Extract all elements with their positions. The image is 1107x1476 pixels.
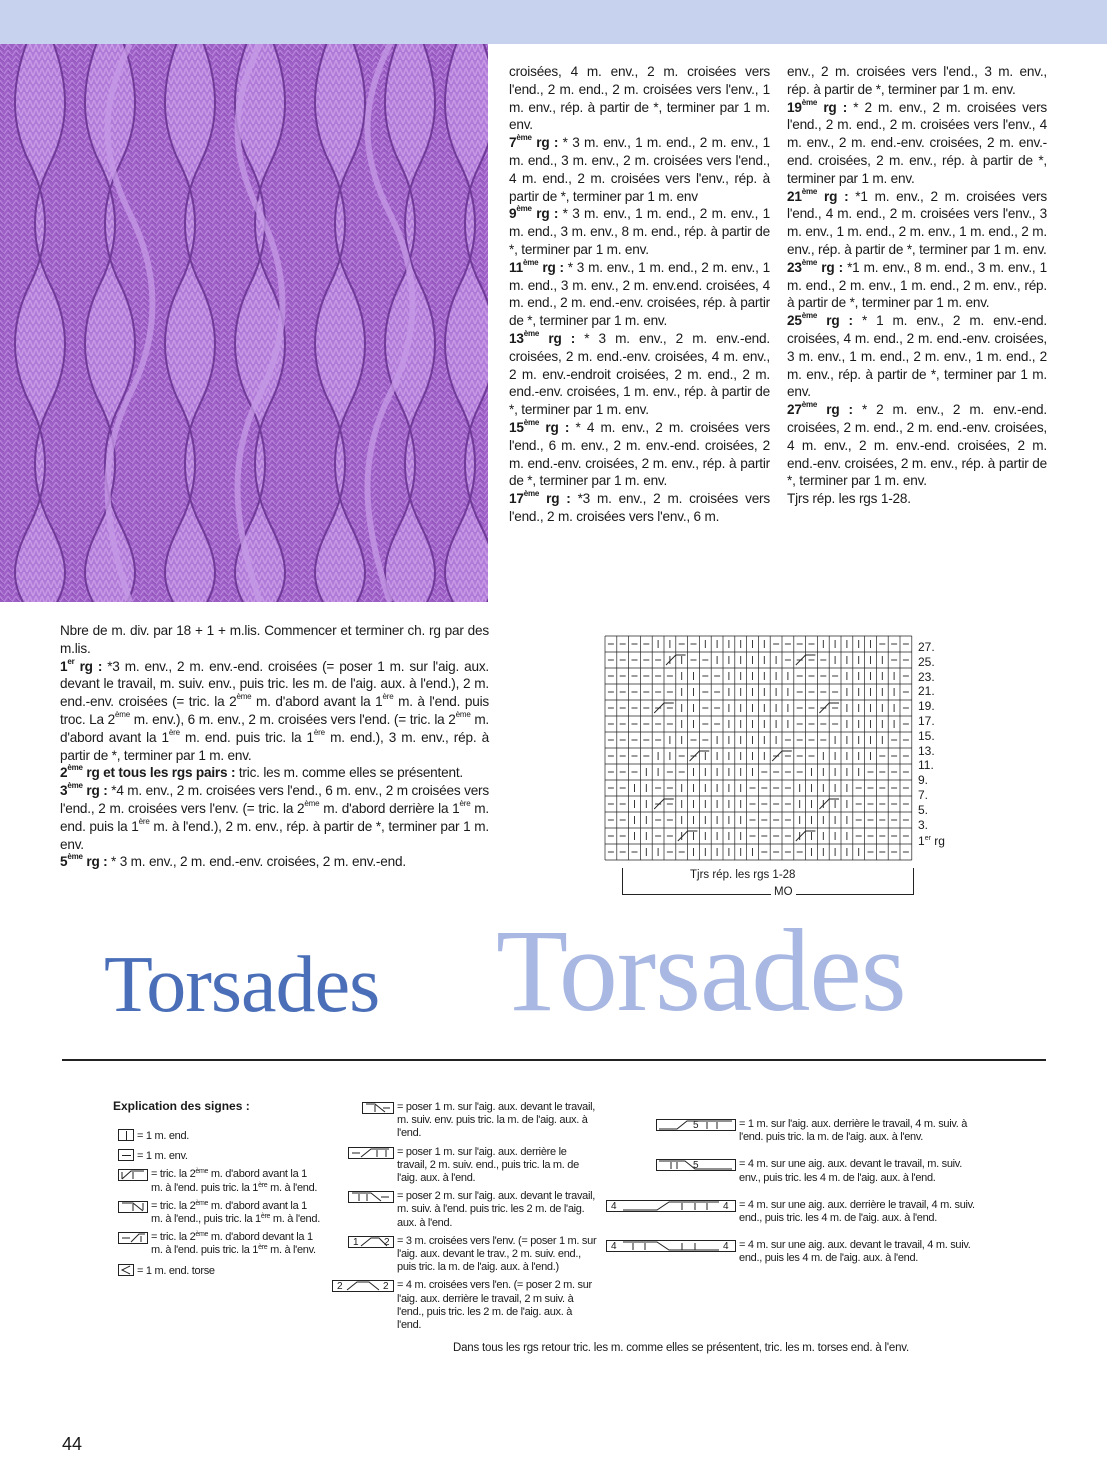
legend-middle	[332, 1101, 598, 1337]
row-13-instructions: 13ème rg : * 3 m. env., 2 m. env.-end. croisées, 2 m. end.-env. croisées, 4 m. env., 2 m. env.-endroit croisées, 2 m. end., 2 m. end.-env. croisées, 1 m. env., rép. à partir de *, terminer par 1 m. env.	[509, 328, 770, 418]
chart-repeat-label: Tjrs rép. les rgs 1-28	[687, 869, 798, 881]
chart-row-label-first: 1er rg	[918, 834, 945, 849]
chart-row-label: 7.	[918, 787, 929, 802]
legend-item-r4: 4 4 = 4 m. sur une aig. aux. devant le travail, 4 m. suiv. end., puis les 4 m. de l'aig. aux. à l'end.	[604, 1239, 984, 1265]
cable-1-over-4-back-icon: 5	[656, 1119, 736, 1131]
legend-item-m5: 2 2 = 4 m. croisées vers l'en. (= poser 2 m. sur l'aig. aux. derrière le travail, 2 m suiv. à l'end., puis tric. les 2 m. de l'aig. aux. à l'end.	[332, 1279, 598, 1332]
legend-item-m2: = poser 1 m. sur l'aig. aux. derrière le travail, 2 m. suiv. end., puis tric. la m. de l'aig. aux. à l'end.	[332, 1146, 598, 1186]
page-number: 44	[62, 1434, 83, 1454]
legend-item-cross-3: = tric. la 2ème m. d'abord devant la 1 m. à l'end. puis tric. la 1ère m. à l'env.	[114, 1231, 339, 1257]
legend-item-r2: 5 = 4 m. sur une aig. aux. devant le travail, m. suiv. env., puis tric. les 4 m. de l'aig. aux. à l'end.	[654, 1158, 984, 1184]
row-21-instructions: 21ème rg : *1 m. env., 2 m. croisées vers l'end., 4 m. end., 2 m. croisées vers l'env., 3 m. env., 1 m. end., 2 m. env., 1 m. end., 2 m. env., rép. à partir de *, terminer par 1 m. env.	[787, 186, 1047, 257]
cable-4-over-4-back-icon: 4 4	[606, 1200, 736, 1212]
chart-row-label: 13.	[918, 743, 935, 758]
row-7-instructions: 7ème rg : * 3 m. env., 1 m. end., 2 m. env., 1 m. end., 3 m. env., 2 m. croisées vers l'end., 4 m. end., 2 m. croisées vers l'env., rép. à partir de *, terminer par 1 m. env	[509, 133, 770, 204]
row-27-instructions: 27ème rg : * 2 m. env., 2 m. env.-end. croisées, 2 m. end., 2 m. end.-env. croisées, 4 m. env., 2 m. env.-end. croisées, 2 m. end.-env. croisées, 2 m. env., rép. à partir de *, terminer par 1 m. env.	[787, 400, 1047, 489]
cable-3-left-icon: 1 2	[348, 1236, 394, 1248]
instructions-column-2	[509, 63, 770, 526]
cable-front-1-icon	[362, 1102, 394, 1114]
chart-row-label: 5.	[918, 802, 929, 817]
legend-item-twisted: = 1 m. end. torse	[114, 1263, 339, 1278]
cable-4-front-purl-icon: 5	[656, 1159, 736, 1171]
divider-rule	[62, 1059, 1046, 1061]
legend-title: Explication des signes :	[113, 1099, 250, 1113]
chart-row-label: 27.	[918, 640, 935, 654]
chart-grid	[604, 635, 915, 863]
legend-right	[611, 1118, 984, 1271]
chart-row-label: 25.	[918, 654, 935, 669]
page-title-large: Torsades	[496, 905, 906, 1036]
chart-row-label: 3.	[918, 817, 929, 832]
legend-note: Dans tous les rgs retour tric. les m. comme elles se présentent, tric. les m. torses end. à l'env.	[453, 1342, 909, 1354]
legend-item-m4: 1 2 = 3 m. croisées vers l'env. (= poser 1 m. sur l'aig. aux. devant le trav., 2 m. suiv. end., puis tric. la m. de l'aig. aux. à l'end.)	[332, 1235, 598, 1275]
cross-purl-symbol-icon	[118, 1232, 148, 1244]
chart-row-label: 11.	[918, 758, 934, 773]
legend-item-cross-1: = tric. la 2ème m. d'abord avant la 1 m. à l'end. puis tric. la 1ère m. à l'end.	[114, 1168, 339, 1194]
legend-item-cross-2: = tric. la 2ème m. d'abord avant la 1 m. à l'end., puis tric. la 1ère m. à l'end.	[114, 1200, 339, 1226]
legend-item-r1: 5 = 1 m. sur l'aig. aux. derrière le travail, 4 m. suiv. à l'end. puis tric. la m. de l'aig. aux. à l'env.	[654, 1118, 984, 1144]
legend-item-purl: = 1 m. env.	[114, 1148, 339, 1163]
instructions-column-3	[787, 63, 1047, 508]
purl-symbol-icon	[118, 1149, 134, 1161]
chart-row-label: 19.	[918, 699, 935, 714]
row-11-instructions: 11ème rg : * 3 m. env., 1 m. end., 2 m. env., 1 m. end., 3 m. env., 2 m. env.end. croisées, 4 m. end., 2 m. end.-env. croisées, rép. à partir de *, terminer par 1 m. env.	[509, 257, 770, 329]
cable-front-2-icon	[348, 1191, 394, 1203]
row-17-instructions: 17ème rg : *3 m. env., 2 m. croisées vers l'end., 2 m. croisées vers l'env., 6 m.	[509, 489, 770, 524]
chart-row-label: 23.	[918, 669, 935, 684]
row-5-instructions: 5ème rg : * 3 m. env., 2 m. end.-env. croisées, 2 m. env.-end.	[60, 852, 406, 870]
repeat-instructions: Tjrs rép. les rgs 1-28.	[787, 491, 911, 507]
cross-right-symbol-icon	[118, 1169, 148, 1181]
knit-symbol-icon	[118, 1129, 134, 1141]
row-19-instructions: 19ème rg : * 2 m. env., 2 m. croisées vers l'end., 2 m. end., 2 m. croisées vers l'env., 4 m. env., 2 m. end.-env. croisées, 2 m. env.-end. croisées, 2 m. env., rép. à partir de *, terminer par 1 m. env.	[787, 97, 1047, 186]
cable-4-over-4-front-icon: 4 4	[606, 1240, 736, 1252]
intro-text: Nbre de m. div. par 18 + 1 + m.lis. Commencer et terminer ch. rg par des m.lis.	[60, 623, 489, 656]
row-17-continued: env., 2 m. croisées vers l'end., 3 m. env., rép. à partir de *, terminer par 1 m. env.	[787, 64, 1047, 97]
instructions-column-1	[60, 622, 489, 871]
knitting-chart	[604, 635, 915, 868]
row-1-instructions: 1er rg : *3 m. env., 2 m. env.-end. croisées (= poser 1 m. sur l'aig. aux. devant le travail, m. suiv. env., puis tric. les m. de l'aig. aux. à l'end.), 2 m. end.-env. croisées (= tric. la 2ème m. d'abord avant la 1ère m. à l'end. puis troc. La 2ème m. env.), 6 m. env., 2 m. croisées vers l'end. (= tric. la 2ème m. d'abord avant la 1ère m. end. puis tric. la 1ère m. end.), 3 m. env., rép. à partir de *, terminer par 1 m. env.	[60, 656, 490, 763]
chart-row-label: 9.	[918, 773, 929, 788]
chart-row-label: 17.	[918, 713, 935, 728]
knitted-swatch-photo	[0, 44, 488, 602]
legend-item-knit: = 1 m. end.	[114, 1128, 339, 1143]
top-color-band	[0, 0, 1107, 44]
cross-left-symbol-icon	[118, 1201, 148, 1213]
row-23-instructions: 23ème rg : *1 m. env., 8 m. end., 3 m. env., 1 m. end., 2 m. env., 1 m. end., 2 m. env., rép. à partir de *, terminer par 1 m. env.	[787, 257, 1047, 311]
row-15-instructions: 15ème rg : * 4 m. env., 2 m. croisées vers l'end., 6 m. env., 2 m. env.-end. croisées, 2 m. end.-env. croisées, 2 m. env., rép. à partir de *, terminer par 1 m. env.	[509, 417, 770, 489]
legend-item-m3: = poser 2 m. sur l'aig. aux. devant le travail, m. suiv. à l'end. puis tric. les 2 m. de l'aig. aux. à l'end.	[332, 1190, 598, 1230]
chart-row-label: 21.	[918, 684, 935, 699]
cable-4-left-icon: 2 2	[332, 1280, 394, 1292]
legend-item-m1: = poser 1 m. sur l'aig. aux. devant le travail, m. suiv. env. puis tric. la m. de l'aig. aux. à l'end.	[332, 1101, 598, 1141]
chart-mo-label: MO	[771, 886, 796, 898]
cable-back-2-icon	[348, 1147, 394, 1159]
swatch-illustration	[0, 44, 488, 602]
chart-row-label: 15.	[918, 728, 935, 743]
legend-item-r3: 4 4 = 4 m. sur une aig. aux. derrière le travail, 4 m. suiv. end., puis tric. les 4 m. de l'aig. aux. à l'end.	[604, 1199, 984, 1225]
row-25-instructions: 25ème rg : * 1 m. env., 2 m. env.-end. croisées, 4 m. end., 2 m. end.-env. croisées, 3 m. env., 1 m. end., 2 m. env., 1 m. end., 2 m. env., rép. à partir de *, terminer par 1 m. env.	[787, 311, 1047, 400]
row-3-instructions: 3ème rg : *4 m. env., 2 m. croisées vers l'end., 6 m. env., 2 m croisées vers l'end., 2 m. croisées vers l'env. (= tric. la 2ème m. d'abord derrière la 1ère m. end. puis la 1ère m. à l'end.), 2 m. env., rép. à partir de *, terminer par 1 m. env.	[60, 781, 490, 852]
legend-left	[114, 1128, 339, 1283]
page-title: Torsades	[104, 941, 380, 1029]
row-9-instructions: 9ème rg : * 3 m. env., 1 m. end., 2 m. env., 1 m. end., 3 m. env., 8 m. end., rép. à partir de *, terminer par 1 m. env.	[509, 204, 770, 257]
chart-row-labels	[918, 640, 945, 847]
twisted-stitch-icon	[118, 1264, 134, 1276]
row-2-instructions: 2ème rg et tous les rgs pairs : tric. les m. comme elles se présentent.	[60, 763, 463, 781]
row-5-continued: croisées, 4 m. env., 2 m. croisées vers l'end., 2 m. end., 2 m. croisées vers l'env., 1 m. env., rép. à partir de *, terminer par 1 m. env.	[509, 64, 770, 133]
